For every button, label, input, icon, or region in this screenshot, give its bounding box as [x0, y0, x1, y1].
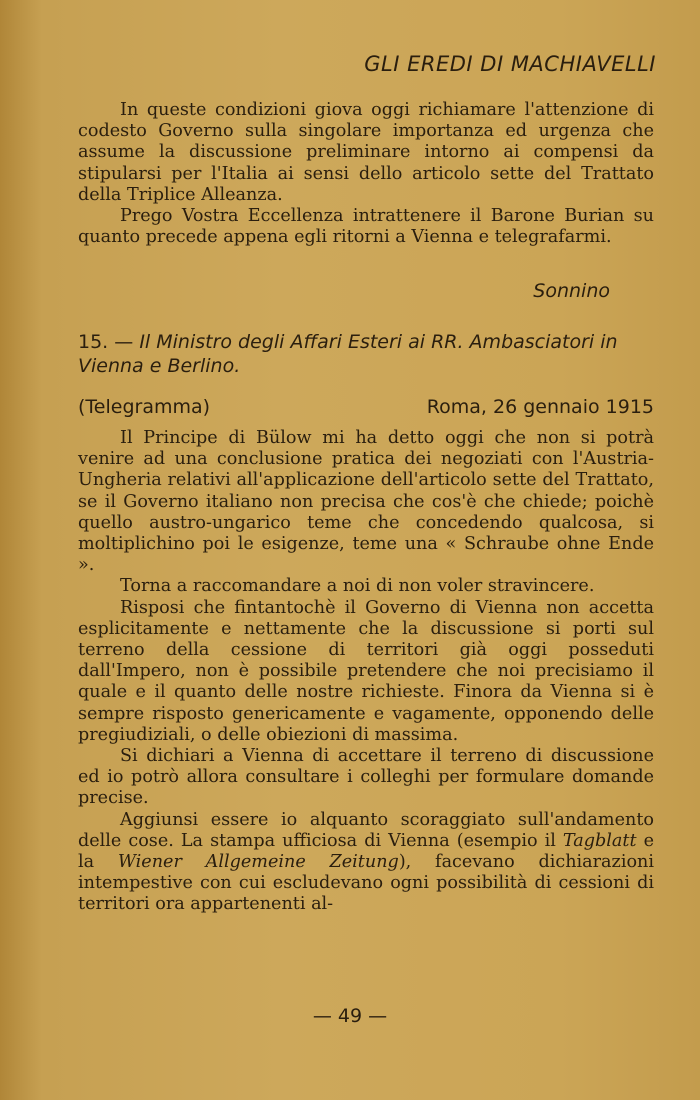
paragraph-7 — [78, 810, 654, 916]
paragraph-5: Risposi che fintantochè il Governo di Vienna non accetta esplicitamente e nettamente che la discussione si porti sul terreno della cessione di territori già oggi posseduti dall'Impero, non è possibile pretendere che noi precisiamo il quale e il quanto delle nostre richieste. Finora da Vienna si è sempre risposto genericamente e vagamente, opponendo delle pregiudiziali, o delle obiezioni di massima. — [78, 597, 654, 745]
paragraph-2: Prego Vostra Eccellenza intrattenere il Barone Burian su quanto precede appena egli ritorni a Vienna e telegrafarmi. — [78, 206, 654, 248]
paragraph-7-part-a: Aggiunsi essere io alquanto scoraggiato sull'andamento delle cose. La stampa ufficiosa di Vienna (esempio il — [78, 809, 654, 851]
telegram-body — [78, 428, 654, 916]
telegram-dateline — [78, 396, 654, 418]
page-number: — 49 — — [312, 1005, 388, 1027]
closing-text-block — [78, 100, 654, 248]
newspaper-tagblatt: Tagblatt — [562, 830, 637, 851]
document-type: (Telegramma) — [78, 396, 211, 418]
place-date: Roma, 26 gennaio 1915 — [426, 396, 654, 418]
newspaper-wiener-zeitung: Wiener Allgemeine Zeitung — [117, 852, 399, 873]
document-number: 15. — — [78, 331, 134, 353]
paragraph-3: Il Principe di Bülow mi ha detto oggi che non si potrà venire ad una conclusione pratica dei negoziati con l'Austria-Ungheria relativi all'applicazione dell'articolo sette del Trattato, se il Governo italiano non precisa che cos'è che chiede; poichè quello austro-ungarico teme che concedendo qualcosa, si moltiplichino poi le esigenze, teme una « Schraube ohne Ende ». — [78, 428, 654, 576]
document-heading — [78, 330, 654, 378]
paragraph-7-part-c: ), facevano dichiarazioni intempestive con cui escludevano ogni possibilità di cessioni di territori ora appartenenti al- — [78, 852, 654, 915]
paragraph-6: Si dichiari a Vienna di accettare il terreno di discussione ed io potrò allora consultare i colleghi per formulare domande precise. — [78, 746, 654, 809]
paragraph-1: In queste condizioni giova oggi richiamare l'attenzione di codesto Governo sulla singolare importanza ed urgenza che assume la discussione preliminare intorno ai compensi da stipularsi per l'Italia ai sensi dello articolo sette del Trattato della Triplice Alleanza. — [78, 100, 654, 205]
signature: Sonnino — [533, 280, 610, 302]
paragraph-4: Torna a raccomandare a noi di non voler stravincere. — [120, 576, 595, 597]
document-title: Il Ministro degli Affari Esteri ai RR. Ambasciatori in Vienna e Berlino. — [78, 331, 618, 377]
running-head: GLI EREDI DI MACHIAVELLI — [364, 52, 656, 76]
paragraph-7-part-b: e la — [78, 830, 654, 873]
